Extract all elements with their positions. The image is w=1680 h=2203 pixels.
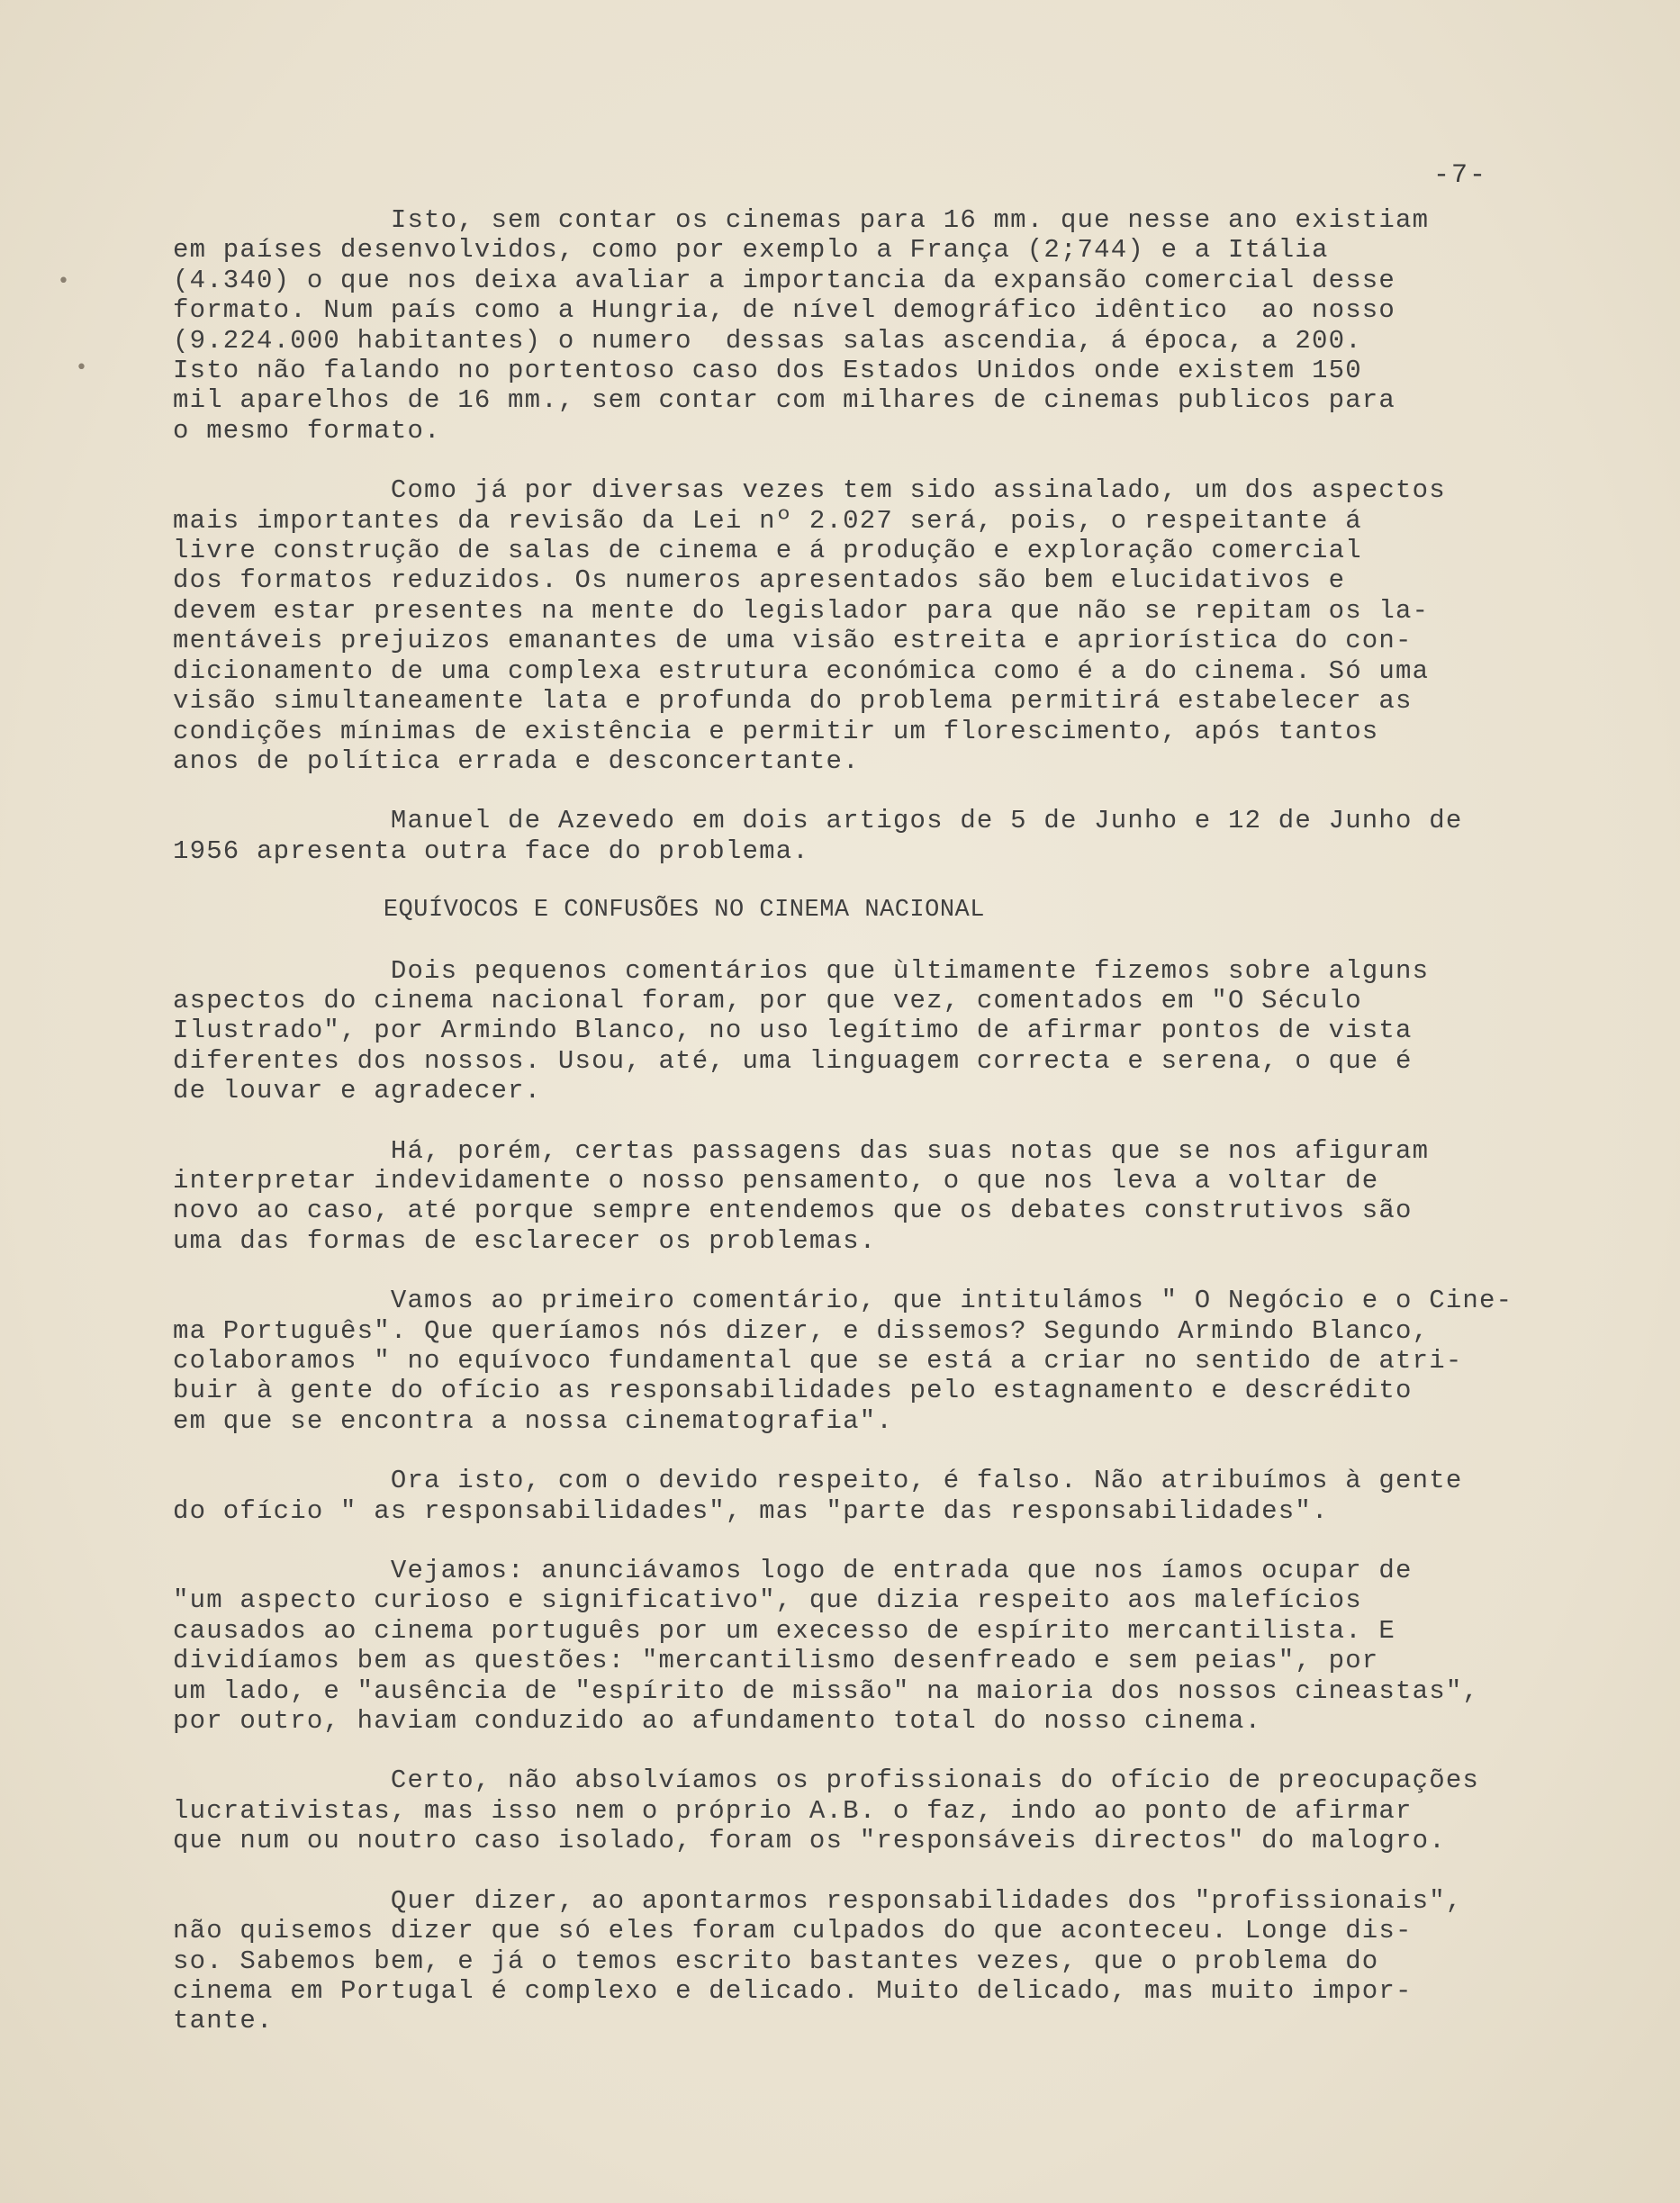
paragraph-false-claim: Ora isto, com o devido respeito, é falso. Não atribuímos à gente do ofício " as responsabilidades", mas "parte das responsabilidades". (173, 1466, 1463, 1526)
margin-speck: • (76, 357, 87, 379)
paragraph-first-comment: Vamos ao primeiro comentário, que intitulámos " O Negócio e o Cine- ma Português". Que queríamos nós dizer, e dissemos? Segundo Armindo Blanco, colaboramos " no equívoco fundamental que se está a criar no sentido de atri- buir à gente do ofício as responsabilidades pelo estagnamento e descrédito em que se encontra a nossa cinematografia". (173, 1286, 1513, 1436)
section-heading: EQUÍVOCOS E CONFUSÕES NO CINEMA NACIONAL (173, 897, 985, 925)
paragraph-passages: Há, porém, certas passagens das suas notas que se nos afiguram interpretar indevidamente o nosso pensamento, o que nos leva a voltar de novo ao caso, até porque sempre entendemos que os debates construtivos são uma das formas de esclarecer os problemas. (173, 1135, 1430, 1256)
paragraph-comments: Dois pequenos comentários que ùltimamente fizemos sobre alguns aspectos do cinema nacional foram, por que vez, comentados em "O Século Ilustrado", por Armindo Blanco, no uso legítimo de afirmar pontos de vista diferentes dos nossos. Usou, até, uma linguagem correcta e serena, o que é de louvar e agradecer. (173, 955, 1430, 1106)
document-body (173, 205, 1514, 2066)
margin-speck: • (58, 270, 69, 293)
paragraph-law-revision: Como já por diversas vezes tem sido assinalado, um dos aspectos mais importantes da revisão da Lei nº 2.027 será, pois, o respeitante á livre construção de salas de cinema e á produção e exploração comercial dos formatos reduzidos. Os numeros apresentados são bem elucidativos e devem estar presentes na mente do legislador para que não se repitam os la- mentáveis prejuizos emanantes de uma visão estreita e apriorística do con- dicionamento de uma complexa estrutura económica como é a do cinema. Só uma visão simultaneamente lata e profunda do problema permitirá estabelecer as condições mínimas de existência e permitir um florescimento, após tantos anos de política errada e desconcertante. (173, 475, 1446, 776)
paragraph-16mm-cinemas: Isto, sem contar os cinemas para 16 mm. que nesse ano existiam em países desenvolvidos, como por exemplo a França (2;744) e a Itália (4.340) o que nos deixa avaliar a importancia da expansão comercial desse formato. Num país como a Hungria, de nível demográfico idêntico ao nosso (9.224.000 habitantes) o numero dessas salas ascendia, á época, a 200. Isto não falando no portentoso caso dos Estados Unidos onde existem 150 mil aparelhos de 16 mm., sem contar com milhares de cinemas publicos para o mesmo formato. (173, 205, 1430, 446)
paragraph-certo: Certo, não absolvíamos os profissionais do ofício de preocupações lucrativistas, mas isso nem o próprio A.B. o faz, indo ao ponto de afirmar que num ou noutro caso isolado, foram os "responsáveis directos" do malogro. (173, 1765, 1480, 1856)
page-number: -7- (1433, 160, 1488, 191)
paragraph-manuel-de-azevedo: Manuel de Azevedo em dois artigos de 5 de Junho e 12 de Junho de 1956 apresenta outra face do problema. (173, 806, 1463, 866)
paragraph-quer-dizer: Quer dizer, ao apontarmos responsabilidades dos "profissionais", não quisemos dizer que só eles foram culpados do que aconteceu. Longe dis- so. Sabemos bem, e já o temos escrito bastantes vezes, que o problema do cinema em Portugal é complexo e delicado. Muito delicado, mas muito impor- tante. (173, 1885, 1463, 2036)
paragraph-vejamos: Vejamos: anunciávamos logo de entrada que nos íamos ocupar de "um aspecto curioso e significativo", que dizia respeito aos malefícios causados ao cinema português por um execesso de espírito mercantilista. E dividíamos bem as questões: "mercantilismo desenfreado e sem peias", por um lado, e "ausência de "espírito de missão" na maioria dos nossos cineastas", por outro, haviam conduzido ao afundamento total do nosso cinema. (173, 1556, 1480, 1737)
